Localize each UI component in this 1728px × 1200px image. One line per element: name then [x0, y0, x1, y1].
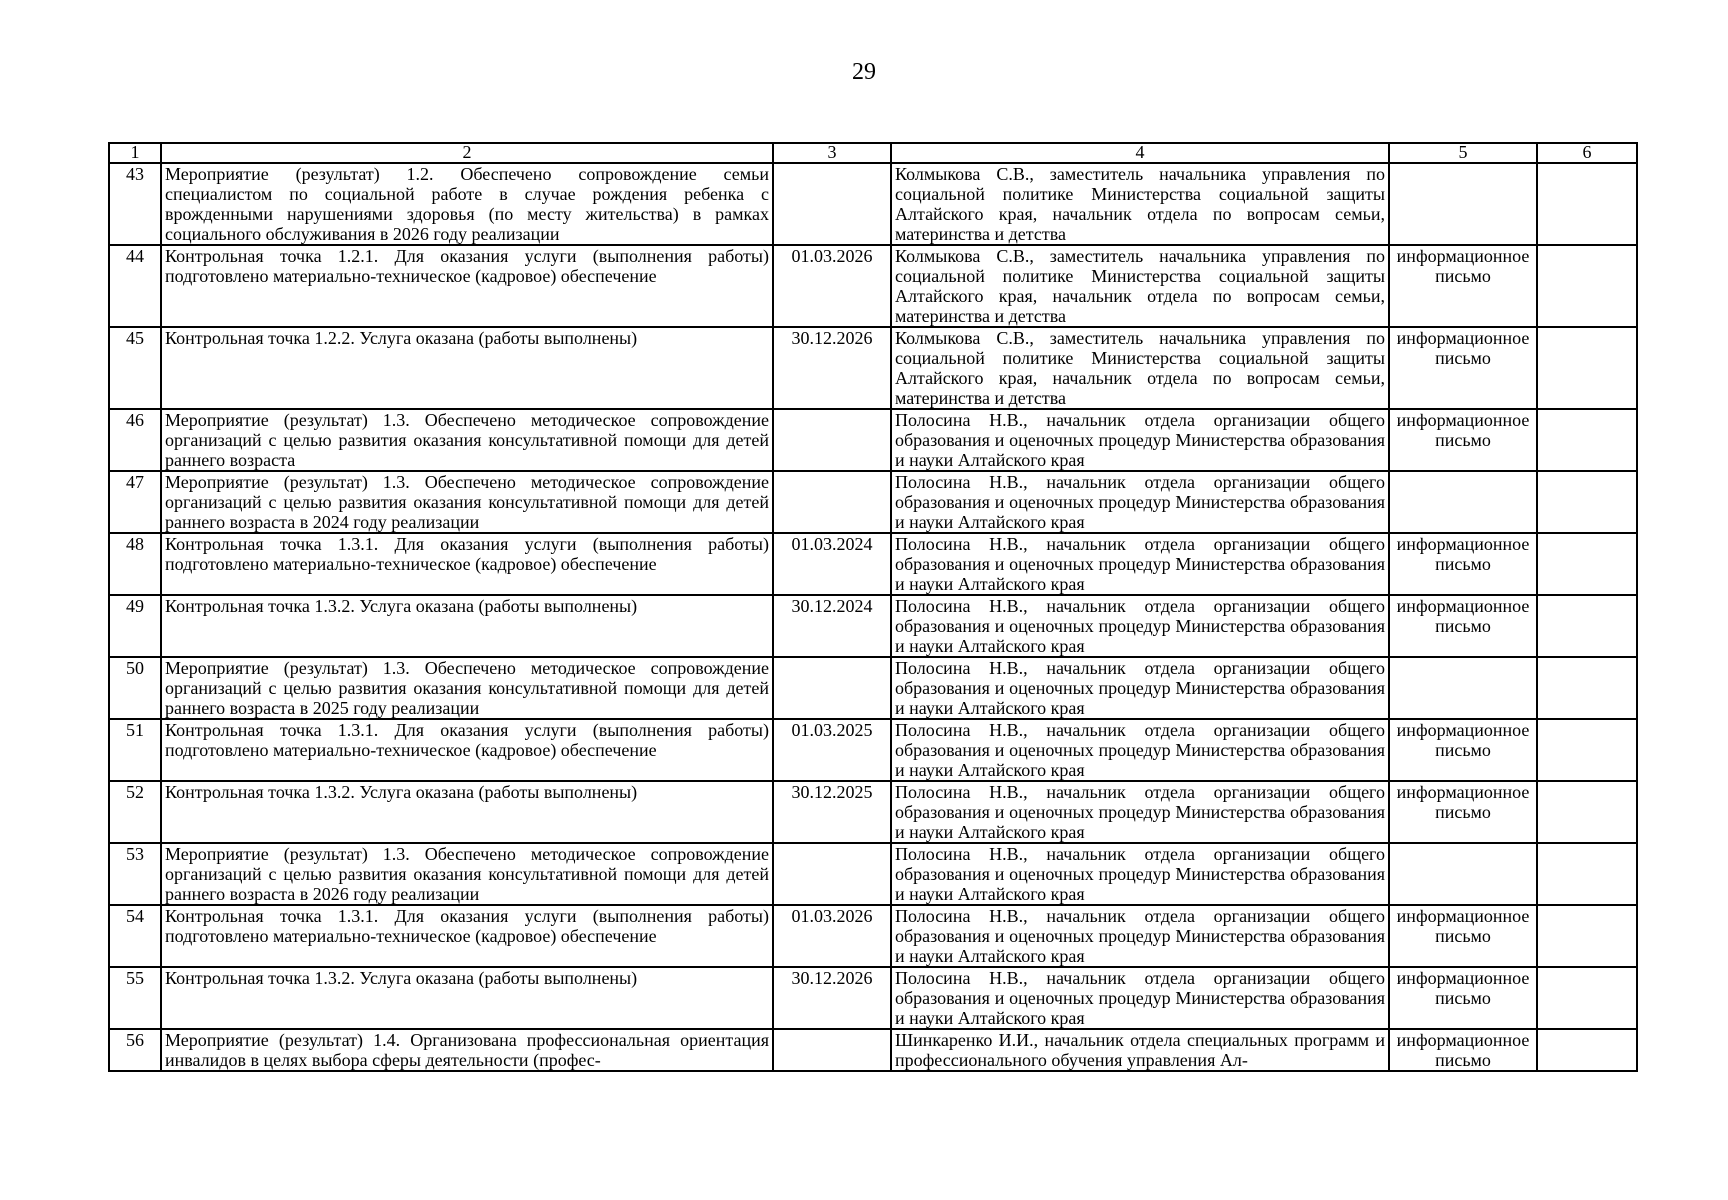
table-row: [109, 327, 1637, 409]
col6-cell: [1537, 719, 1637, 781]
responsible-cell: Полосина Н.В., начальник отдела организации общего образования и оценочных процедур Министерства образования и науки Алтайского края: [891, 719, 1389, 781]
col6-cell: [1537, 1029, 1637, 1071]
document-cell: информационное письмо: [1389, 905, 1537, 967]
document-cell: [1389, 163, 1537, 245]
column-header: 5: [1389, 143, 1537, 163]
event-cell: Мероприятие (результат) 1.2. Обеспечено сопровождение семьи специалистом по социальной работе в случае рождения ребенка с врожденными нарушениями здоровья (по месту жительства) в рамках социального обслуживания в 2026 году реализации: [161, 163, 773, 245]
row-number: 46: [109, 409, 161, 471]
event-cell: Контрольная точка 1.3.2. Услуга оказана (работы выполнены): [161, 595, 773, 657]
event-cell: Мероприятие (результат) 1.3. Обеспечено методическое сопровождение организаций с целью развития оказания консультативной помощи для детей раннего возраста: [161, 409, 773, 471]
document-cell: [1389, 843, 1537, 905]
document-cell: информационное письмо: [1389, 781, 1537, 843]
column-header: 6: [1537, 143, 1637, 163]
col6-cell: [1537, 843, 1637, 905]
responsible-cell: Полосина Н.В., начальник отдела организации общего образования и оценочных процедур Министерства образования и науки Алтайского края: [891, 657, 1389, 719]
document-cell: информационное письмо: [1389, 595, 1537, 657]
event-cell: Контрольная точка 1.3.2. Услуга оказана (работы выполнены): [161, 781, 773, 843]
row-number: 51: [109, 719, 161, 781]
document-cell: информационное письмо: [1389, 409, 1537, 471]
deadline-cell: 01.03.2026: [773, 245, 891, 327]
responsible-cell: Полосина Н.В., начальник отдела организации общего образования и оценочных процедур Министерства образования и науки Алтайского края: [891, 967, 1389, 1029]
row-number: 54: [109, 905, 161, 967]
document-cell: [1389, 471, 1537, 533]
row-number: 56: [109, 1029, 161, 1071]
deadline-cell: [773, 163, 891, 245]
table-row: [109, 245, 1637, 327]
deadline-cell: 30.12.2025: [773, 781, 891, 843]
column-header: 2: [161, 143, 773, 163]
responsible-cell: Колмыкова С.В., заместитель начальника управления по социальной политике Министерства социальной защиты Алтайского края, начальник отдела по вопросам семьи, материнства и детства: [891, 163, 1389, 245]
event-cell: Мероприятие (результат) 1.4. Организована профессиональная ориентация инвалидов в целях выбора сферы деятельности (профес-: [161, 1029, 773, 1071]
deadline-cell: 30.12.2024: [773, 595, 891, 657]
col6-cell: [1537, 471, 1637, 533]
responsible-cell: Полосина Н.В., начальник отдела организации общего образования и оценочных процедур Министерства образования и науки Алтайского края: [891, 595, 1389, 657]
document-cell: информационное письмо: [1389, 967, 1537, 1029]
deadline-cell: [773, 471, 891, 533]
page-number: 29: [852, 59, 876, 85]
row-number: 53: [109, 843, 161, 905]
deadline-cell: [773, 409, 891, 471]
event-cell: Контрольная точка 1.3.1. Для оказания услуги (выполнения работы) подготовлено материально-техническое (кадровое) обеспечение: [161, 533, 773, 595]
column-header: 1: [109, 143, 161, 163]
document-cell: информационное письмо: [1389, 327, 1537, 409]
col6-cell: [1537, 245, 1637, 327]
responsible-cell: Колмыкова С.В., заместитель начальника управления по социальной политике Министерства социальной защиты Алтайского края, начальник отдела по вопросам семьи, материнства и детства: [891, 245, 1389, 327]
row-number: 45: [109, 327, 161, 409]
deadline-cell: [773, 657, 891, 719]
deadline-cell: [773, 843, 891, 905]
deadline-cell: [773, 1029, 891, 1071]
deadline-cell: 01.03.2026: [773, 905, 891, 967]
col6-cell: [1537, 595, 1637, 657]
event-cell: Мероприятие (результат) 1.3. Обеспечено методическое сопровождение организаций с целью развития оказания консультативной помощи для детей раннего возраста в 2025 году реализации: [161, 657, 773, 719]
col6-cell: [1537, 409, 1637, 471]
deadline-cell: 30.12.2026: [773, 967, 891, 1029]
responsible-cell: Полосина Н.В., начальник отдела организации общего образования и оценочных процедур Министерства образования и науки Алтайского края: [891, 781, 1389, 843]
column-header: 3: [773, 143, 891, 163]
row-number: 50: [109, 657, 161, 719]
table-row: [109, 471, 1637, 533]
event-cell: Контрольная точка 1.3.1. Для оказания услуги (выполнения работы) подготовлено материально-техническое (кадровое) обеспечение: [161, 719, 773, 781]
event-cell: Контрольная точка 1.2.1. Для оказания услуги (выполнения работы) подготовлено материально-техническое (кадровое) обеспечение: [161, 245, 773, 327]
row-number: 49: [109, 595, 161, 657]
document-cell: информационное письмо: [1389, 1029, 1537, 1071]
col6-cell: [1537, 327, 1637, 409]
table-row: [109, 905, 1637, 967]
table-row: [109, 657, 1637, 719]
row-number: 55: [109, 967, 161, 1029]
table-row: [109, 409, 1637, 471]
deadline-cell: 01.03.2025: [773, 719, 891, 781]
col6-cell: [1537, 781, 1637, 843]
table-row: [109, 781, 1637, 843]
responsible-cell: Полосина Н.В., начальник отдела организации общего образования и оценочных процедур Министерства образования и науки Алтайского края: [891, 843, 1389, 905]
deadline-cell: 01.03.2024: [773, 533, 891, 595]
responsible-cell: Полосина Н.В., начальник отдела организации общего образования и оценочных процедур Министерства образования и науки Алтайского края: [891, 471, 1389, 533]
column-header: 4: [891, 143, 1389, 163]
plan-table: [108, 142, 1638, 1072]
event-cell: Контрольная точка 1.2.2. Услуга оказана (работы выполнены): [161, 327, 773, 409]
row-number: 52: [109, 781, 161, 843]
column-number-row: [109, 143, 1637, 163]
responsible-cell: Полосина Н.В., начальник отдела организации общего образования и оценочных процедур Министерства образования и науки Алтайского края: [891, 905, 1389, 967]
event-cell: Мероприятие (результат) 1.3. Обеспечено методическое сопровождение организаций с целью развития оказания консультативной помощи для детей раннего возраста в 2024 году реализации: [161, 471, 773, 533]
table-body: [109, 163, 1637, 1071]
event-cell: Контрольная точка 1.3.2. Услуга оказана (работы выполнены): [161, 967, 773, 1029]
row-number: 47: [109, 471, 161, 533]
col6-cell: [1537, 905, 1637, 967]
event-cell: Мероприятие (результат) 1.3. Обеспечено методическое сопровождение организаций с целью развития оказания консультативной помощи для детей раннего возраста в 2026 году реализации: [161, 843, 773, 905]
document-cell: информационное письмо: [1389, 533, 1537, 595]
col6-cell: [1537, 533, 1637, 595]
col6-cell: [1537, 657, 1637, 719]
responsible-cell: Шинкаренко И.И., начальник отдела специальных программ и профессионального обучения управления Ал-: [891, 1029, 1389, 1071]
responsible-cell: Полосина Н.В., начальник отдела организации общего образования и оценочных процедур Министерства образования и науки Алтайского края: [891, 533, 1389, 595]
responsible-cell: Полосина Н.В., начальник отдела организации общего образования и оценочных процедур Министерства образования и науки Алтайского края: [891, 409, 1389, 471]
document-cell: [1389, 657, 1537, 719]
table-row: [109, 163, 1637, 245]
row-number: 44: [109, 245, 161, 327]
row-number: 43: [109, 163, 161, 245]
deadline-cell: 30.12.2026: [773, 327, 891, 409]
table-row: [109, 1029, 1637, 1071]
col6-cell: [1537, 163, 1637, 245]
col6-cell: [1537, 967, 1637, 1029]
table-row: [109, 967, 1637, 1029]
table-row: [109, 595, 1637, 657]
responsible-cell: Колмыкова С.В., заместитель начальника управления по социальной политике Министерства социальной защиты Алтайского края, начальник отдела по вопросам семьи, материнства и детства: [891, 327, 1389, 409]
table-row: [109, 719, 1637, 781]
document-cell: информационное письмо: [1389, 719, 1537, 781]
table-row: [109, 843, 1637, 905]
document-cell: информационное письмо: [1389, 245, 1537, 327]
row-number: 48: [109, 533, 161, 595]
event-cell: Контрольная точка 1.3.1. Для оказания услуги (выполнения работы) подготовлено материально-техническое (кадровое) обеспечение: [161, 905, 773, 967]
table-row: [109, 533, 1637, 595]
